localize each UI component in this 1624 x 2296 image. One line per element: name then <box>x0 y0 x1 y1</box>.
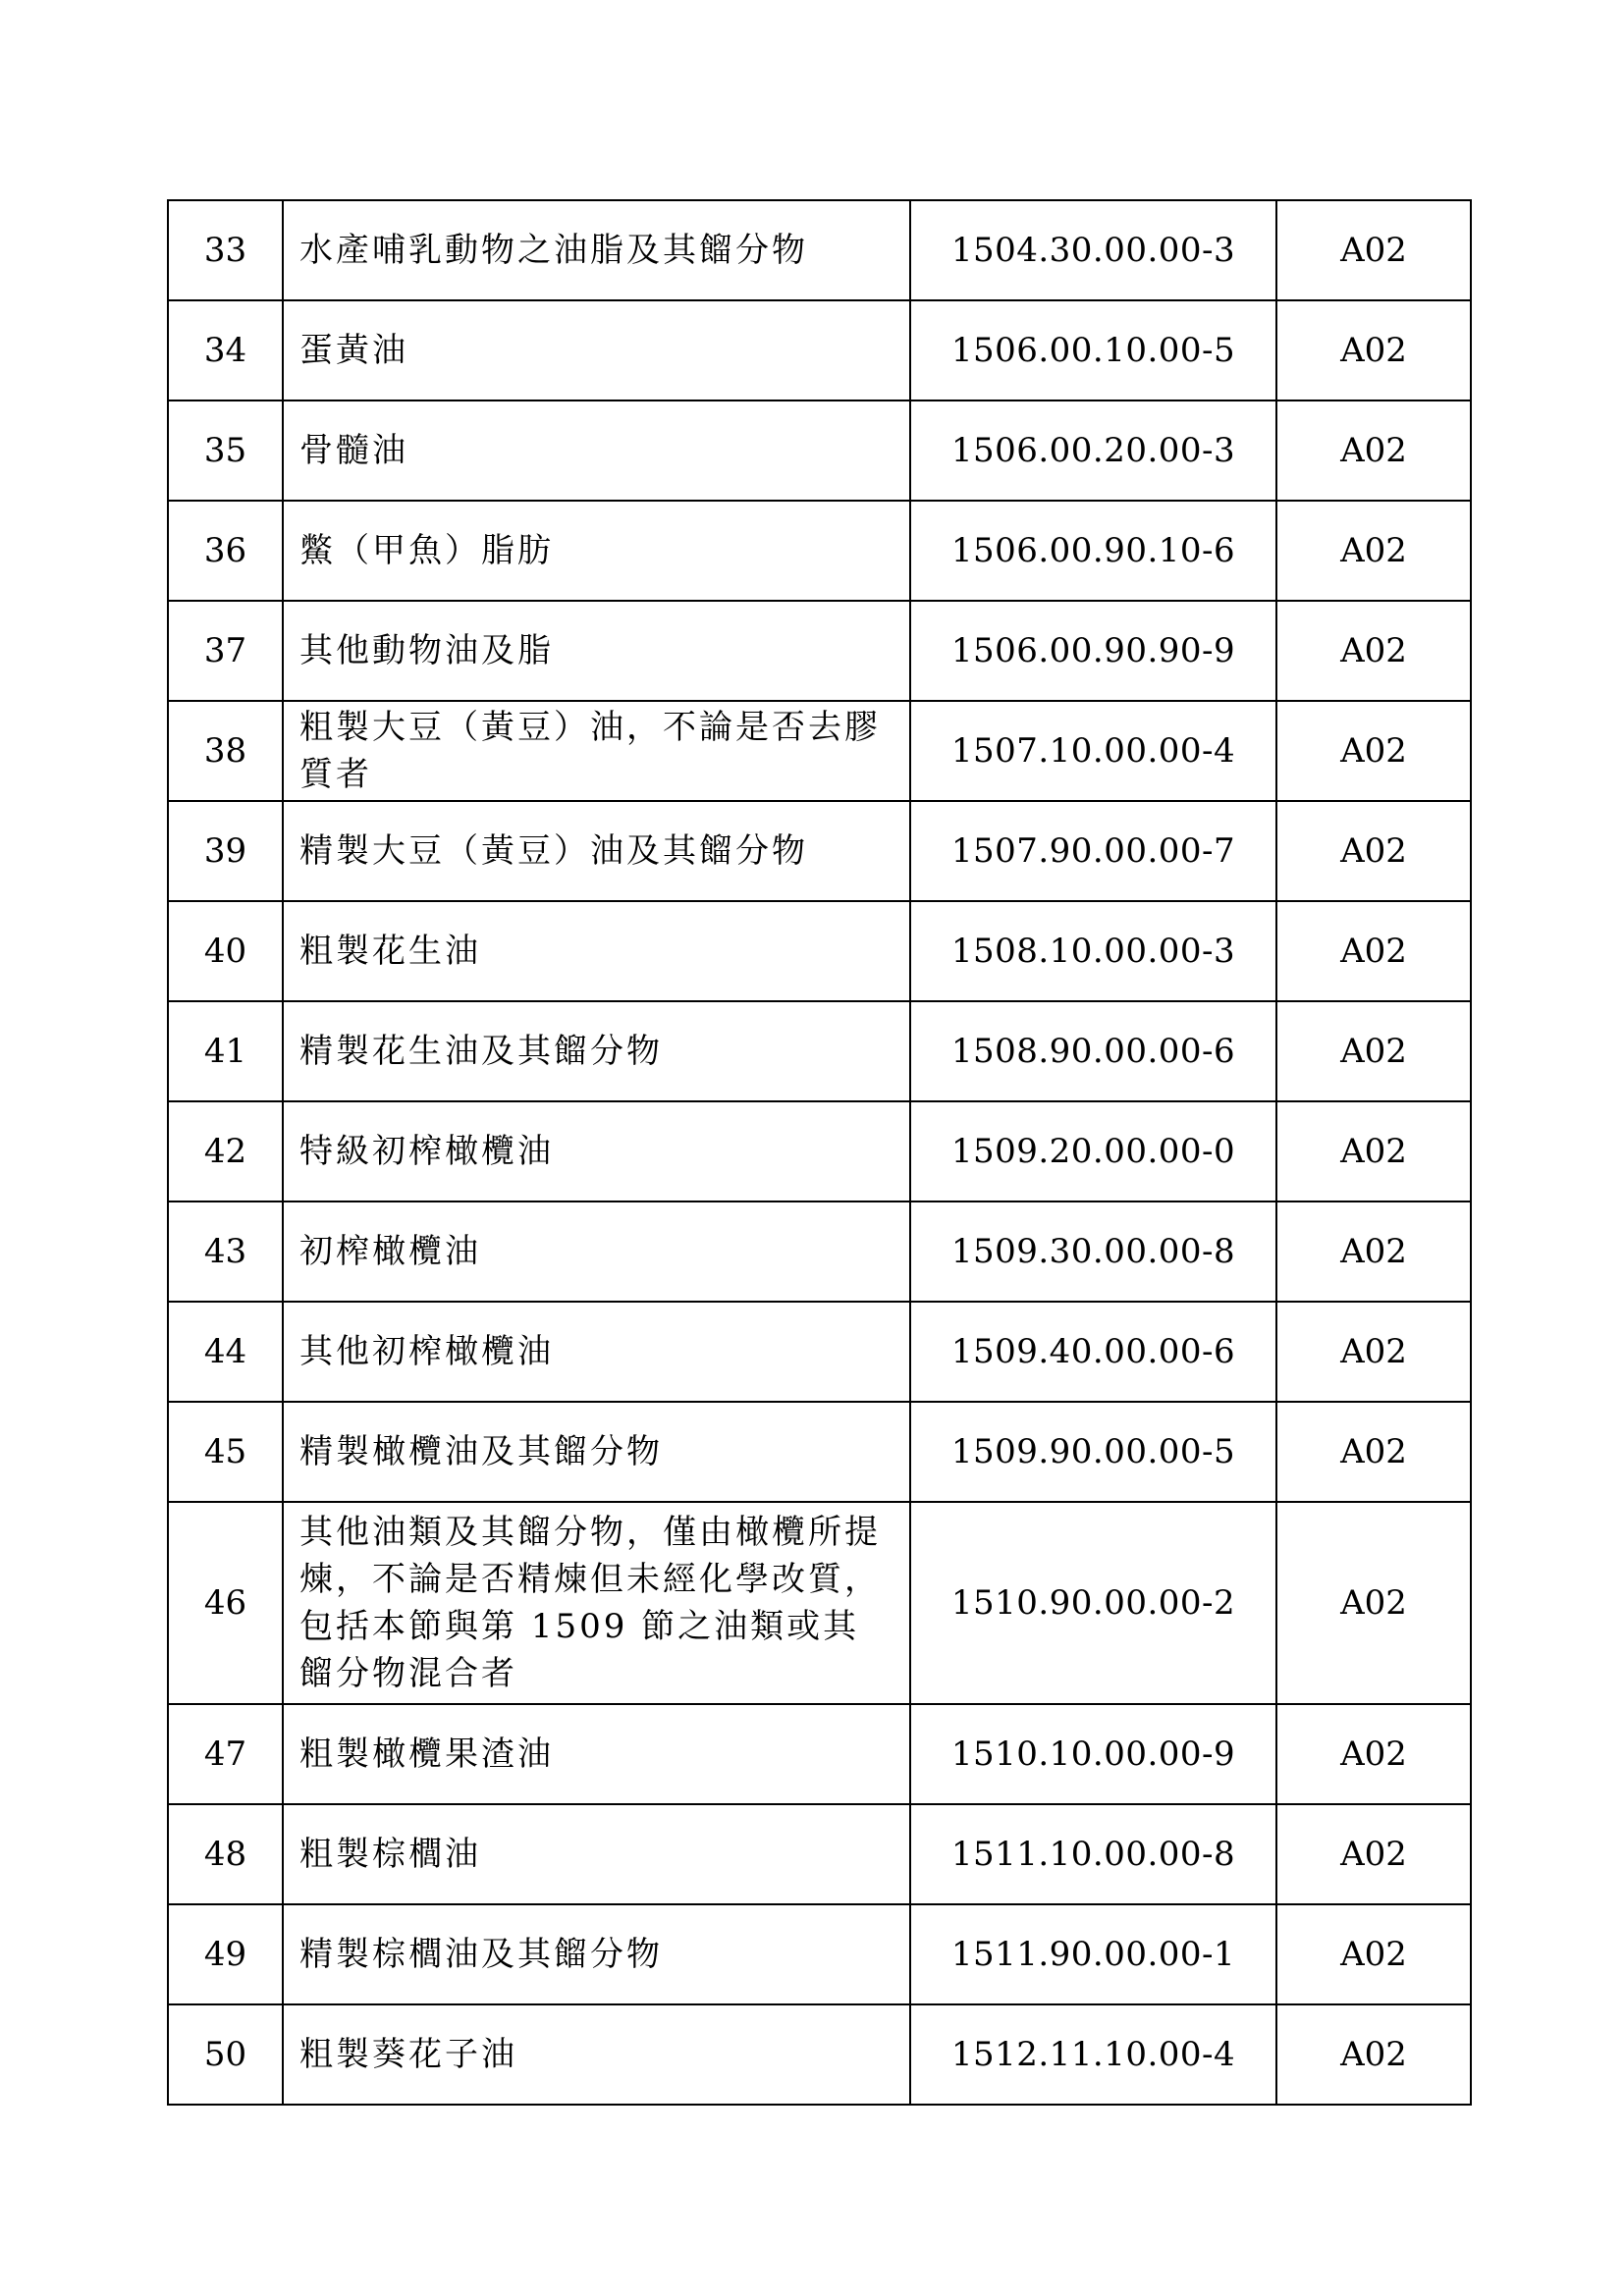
category-code: A02 <box>1276 1804 1471 1904</box>
item-name: 其他油類及其餾分物，僅由橄欖所提煉，不論是否精煉但未經化學改質，包括本節與第 1509 節之油類或其餾分物混合者 <box>283 1502 910 1704</box>
table-row <box>168 1001 1471 1101</box>
table-row <box>168 1302 1471 1402</box>
table-row <box>168 701 1471 801</box>
category-code: A02 <box>1276 501 1471 601</box>
item-name: 鱉（甲魚）脂肪 <box>283 501 910 601</box>
item-number: 44 <box>168 1302 283 1402</box>
category-code: A02 <box>1276 901 1471 1001</box>
tariff-code: 1508.90.00.00-6 <box>910 1001 1276 1101</box>
item-name: 初榨橄欖油 <box>283 1201 910 1302</box>
category-code: A02 <box>1276 1904 1471 2004</box>
category-code: A02 <box>1276 601 1471 701</box>
item-number: 48 <box>168 1804 283 1904</box>
item-name: 精製花生油及其餾分物 <box>283 1001 910 1101</box>
item-number: 49 <box>168 1904 283 2004</box>
table-row <box>168 501 1471 601</box>
table-row <box>168 400 1471 501</box>
category-code: A02 <box>1276 300 1471 400</box>
item-name: 精製大豆（黃豆）油及其餾分物 <box>283 801 910 901</box>
category-code: A02 <box>1276 2004 1471 2105</box>
item-name: 蛋黃油 <box>283 300 910 400</box>
tariff-code: 1508.10.00.00-3 <box>910 901 1276 1001</box>
item-number: 35 <box>168 400 283 501</box>
table-row <box>168 200 1471 300</box>
category-code: A02 <box>1276 1201 1471 1302</box>
tariff-code: 1506.00.20.00-3 <box>910 400 1276 501</box>
table-row <box>168 300 1471 400</box>
category-code: A02 <box>1276 400 1471 501</box>
tariff-code: 1509.30.00.00-8 <box>910 1201 1276 1302</box>
category-code: A02 <box>1276 1502 1471 1704</box>
table-row <box>168 801 1471 901</box>
item-number: 46 <box>168 1502 283 1704</box>
item-name: 其他初榨橄欖油 <box>283 1302 910 1402</box>
table-row <box>168 601 1471 701</box>
item-number: 43 <box>168 1201 283 1302</box>
tariff-code: 1512.11.10.00-4 <box>910 2004 1276 2105</box>
item-name: 精製橄欖油及其餾分物 <box>283 1402 910 1502</box>
table-row <box>168 1101 1471 1201</box>
item-name: 粗製花生油 <box>283 901 910 1001</box>
category-code: A02 <box>1276 701 1471 801</box>
tariff-code: 1509.20.00.00-0 <box>910 1101 1276 1201</box>
tariff-code: 1509.90.00.00-5 <box>910 1402 1276 1502</box>
tariff-code: 1507.10.00.00-4 <box>910 701 1276 801</box>
item-number: 42 <box>168 1101 283 1201</box>
product-code-table <box>167 199 1472 2106</box>
category-code: A02 <box>1276 1101 1471 1201</box>
tariff-code: 1506.00.90.90-9 <box>910 601 1276 701</box>
category-code: A02 <box>1276 1704 1471 1804</box>
item-number: 45 <box>168 1402 283 1502</box>
item-number: 50 <box>168 2004 283 2105</box>
table-row <box>168 2004 1471 2105</box>
item-number: 39 <box>168 801 283 901</box>
category-code: A02 <box>1276 801 1471 901</box>
item-name: 粗製葵花子油 <box>283 2004 910 2105</box>
table-body <box>168 200 1471 2105</box>
table-row <box>168 901 1471 1001</box>
table-row <box>168 1804 1471 1904</box>
item-number: 36 <box>168 501 283 601</box>
table-row <box>168 1201 1471 1302</box>
table-row <box>168 1502 1471 1704</box>
item-name: 粗製棕櫚油 <box>283 1804 910 1904</box>
tariff-code: 1509.40.00.00-6 <box>910 1302 1276 1402</box>
item-name: 骨髓油 <box>283 400 910 501</box>
item-number: 40 <box>168 901 283 1001</box>
table-row <box>168 1704 1471 1804</box>
item-number: 33 <box>168 200 283 300</box>
item-name: 特級初榨橄欖油 <box>283 1101 910 1201</box>
item-number: 38 <box>168 701 283 801</box>
item-name: 其他動物油及脂 <box>283 601 910 701</box>
item-name: 粗製橄欖果渣油 <box>283 1704 910 1804</box>
item-number: 37 <box>168 601 283 701</box>
item-name: 粗製大豆（黃豆）油，不論是否去膠質者 <box>283 701 910 801</box>
item-number: 41 <box>168 1001 283 1101</box>
tariff-code: 1507.90.00.00-7 <box>910 801 1276 901</box>
table-row <box>168 1402 1471 1502</box>
tariff-code: 1506.00.10.00-5 <box>910 300 1276 400</box>
tariff-code: 1510.90.00.00-2 <box>910 1502 1276 1704</box>
category-code: A02 <box>1276 200 1471 300</box>
item-number: 47 <box>168 1704 283 1804</box>
item-number: 34 <box>168 300 283 400</box>
tariff-code: 1511.10.00.00-8 <box>910 1804 1276 1904</box>
category-code: A02 <box>1276 1001 1471 1101</box>
table-row <box>168 1904 1471 2004</box>
item-name: 水產哺乳動物之油脂及其餾分物 <box>283 200 910 300</box>
tariff-code: 1510.10.00.00-9 <box>910 1704 1276 1804</box>
tariff-code: 1511.90.00.00-1 <box>910 1904 1276 2004</box>
item-name: 精製棕櫚油及其餾分物 <box>283 1904 910 2004</box>
tariff-code: 1506.00.90.10-6 <box>910 501 1276 601</box>
category-code: A02 <box>1276 1302 1471 1402</box>
category-code: A02 <box>1276 1402 1471 1502</box>
tariff-code: 1504.30.00.00-3 <box>910 200 1276 300</box>
